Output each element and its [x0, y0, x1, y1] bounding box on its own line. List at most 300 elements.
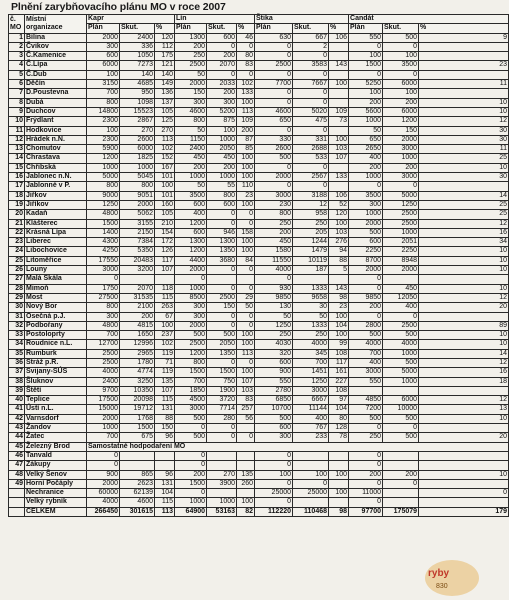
cell-mo-number: 21 — [9, 219, 25, 228]
cell-candat-pct: 10 — [419, 414, 509, 423]
cell-stika-plan: 4000 — [255, 266, 293, 275]
cell-kapr-pct: 100 — [155, 182, 175, 191]
header-lin-plan: Plán — [175, 24, 207, 33]
cell-stika-pct: 100 — [329, 489, 349, 498]
cell-mo-number: 20 — [9, 210, 25, 219]
cell-candat-skut — [383, 498, 419, 507]
cell-stika-plan: 0 — [255, 163, 293, 172]
cell-lin-skut: 2033 — [207, 80, 237, 89]
cell-candat-skut: 0 — [383, 424, 419, 433]
cell-stika-skut: 10119 — [293, 256, 329, 265]
cell-kapr-skut: 20098 — [120, 396, 155, 405]
cell-stika-skut: 2567 — [293, 173, 329, 182]
table-row — [9, 275, 509, 284]
cell-candat-plan: 200 — [349, 163, 383, 172]
cell-organization: Žatec — [25, 433, 87, 442]
cell-lin-pct: 0 — [237, 284, 255, 293]
cell-candat-pct — [419, 52, 509, 61]
cell-stika-plan: 450 — [255, 238, 293, 247]
table-row — [9, 349, 509, 358]
cell-stika-skut: 4000 — [293, 340, 329, 349]
cell-lin-plan: 4500 — [175, 396, 207, 405]
cell-stika-plan: 0 — [255, 498, 293, 507]
cell-mo-number: 26 — [9, 266, 25, 275]
cell-lin-plan: 1500 — [175, 479, 207, 488]
cell-candat-skut: 2000 — [383, 266, 419, 275]
cell-candat-plan: 2650 — [349, 145, 383, 154]
cell-mo-number: 34 — [9, 340, 25, 349]
cell-organization: Frýdlant — [25, 117, 87, 126]
header-stika-plan: Plán — [255, 24, 293, 33]
cell-stika-plan: 50 — [255, 312, 293, 321]
cell-stika-plan: 0 — [255, 182, 293, 191]
cell-kapr-skut: 2600 — [120, 135, 155, 144]
cell-stika-pct: 78 — [329, 433, 349, 442]
cell-stika-skut: 345 — [293, 349, 329, 358]
cell-candat-pct: 10 — [419, 266, 509, 275]
cell-candat-pct: 13 — [419, 405, 509, 414]
cell-kapr-skut: 7384 — [120, 238, 155, 247]
cell-candat-skut: 150 — [383, 126, 419, 135]
cell-lin-pct: 100 — [237, 331, 255, 340]
cell-lin-pct: 100 — [237, 340, 255, 349]
cell-kapr-pct: 160 — [155, 200, 175, 209]
cell-lin-skut: 2500 — [207, 293, 237, 302]
cell-candat-skut: 2500 — [383, 210, 419, 219]
cell-kapr-plan: 2400 — [87, 377, 120, 386]
cell-lin-plan: 500 — [175, 331, 207, 340]
cell-kapr-skut: 301615 — [120, 507, 155, 516]
cell-lin-pct: 85 — [237, 145, 255, 154]
cell-kapr-pct: 136 — [155, 89, 175, 98]
cell-organization: Klášterec — [25, 219, 87, 228]
cell-lin-plan: 800 — [175, 358, 207, 367]
cell-stika-skut: 0 — [293, 70, 329, 79]
cell-lin-plan: 2500 — [175, 340, 207, 349]
cell-stika-pct — [329, 70, 349, 79]
cell-kapr-plan: 4800 — [87, 321, 120, 330]
cell-stika-pct — [329, 182, 349, 191]
cell-stika-pct: 73 — [329, 117, 349, 126]
cell-candat-plan: 400 — [349, 358, 383, 367]
cell-lin-pct — [237, 451, 255, 460]
cell-kapr-skut: 5062 — [120, 210, 155, 219]
header-row-groups — [9, 15, 509, 24]
cell-kapr-skut: 1050 — [120, 52, 155, 61]
cell-stika-skut: 110468 — [293, 507, 329, 516]
cell-stika-pct — [329, 126, 349, 135]
cell-kapr-plan: 1250 — [87, 200, 120, 209]
cell-lin-skut: 450 — [207, 154, 237, 163]
cell-stika-skut: 0 — [293, 89, 329, 98]
cell-lin-skut: 500 — [207, 331, 237, 340]
cell-candat-plan: 1000 — [349, 117, 383, 126]
cell-lin-plan: 1300 — [175, 33, 207, 42]
cell-kapr-plan: 4800 — [87, 210, 120, 219]
cell-kapr-pct: 100 — [155, 321, 175, 330]
cell-candat-pct — [419, 386, 509, 395]
cell-stika-skut: 700 — [293, 358, 329, 367]
cell-candat-skut: 2500 — [383, 219, 419, 228]
cell-lin-plan: 1200 — [175, 219, 207, 228]
cell-candat-plan: 50 — [349, 126, 383, 135]
cell-organization: Dubá — [25, 98, 87, 107]
cell-stika-pct: 52 — [329, 200, 349, 209]
table-row — [9, 210, 509, 219]
cell-candat-pct — [419, 312, 509, 321]
cell-kapr-pct: 115 — [155, 498, 175, 507]
cell-stika-pct: 94 — [329, 247, 349, 256]
cell-stika-plan: 2500 — [255, 61, 293, 70]
table-row — [9, 52, 509, 61]
cell-lin-skut: 270 — [207, 470, 237, 479]
cell-candat-plan: 7200 — [349, 405, 383, 414]
cell-mo-number: 43 — [9, 424, 25, 433]
cell-candat-skut: 100 — [383, 89, 419, 98]
cell-organization: Krásná Lípa — [25, 228, 87, 237]
cell-kapr-pct: 96 — [155, 433, 175, 442]
cell-stika-skut: 0 — [293, 98, 329, 107]
cell-kapr-plan: 0 — [87, 461, 120, 470]
cell-lin-plan: 3000 — [175, 405, 207, 414]
cell-kapr-plan: 2000 — [87, 33, 120, 42]
cell-kapr-pct: 102 — [155, 145, 175, 154]
cell-mo-number: 9 — [9, 107, 25, 116]
cell-lin-pct — [237, 461, 255, 470]
cell-kapr-skut: 20483 — [120, 256, 155, 265]
cell-lin-pct: 109 — [237, 117, 255, 126]
cell-candat-skut: 0 — [383, 182, 419, 191]
cell-candat-pct: 10 — [419, 98, 509, 107]
cell-lin-plan: 0 — [175, 275, 207, 284]
cell-kapr-pct: 102 — [155, 340, 175, 349]
cell-organization: Šluknov — [25, 377, 87, 386]
cell-mo-number: 36 — [9, 358, 25, 367]
table-row — [9, 284, 509, 293]
cell-kapr-pct: 115 — [155, 293, 175, 302]
cell-stika-plan: 2600 — [255, 145, 293, 154]
cell-candat-pct: 9 — [419, 33, 509, 42]
cell-stika-plan: 500 — [255, 414, 293, 423]
cell-lin-plan: 150 — [175, 89, 207, 98]
cell-stika-plan: 0 — [255, 275, 293, 284]
cell-kapr-skut: 2150 — [120, 228, 155, 237]
cell-kapr-skut: 19712 — [120, 405, 155, 414]
cell-stika-pct — [329, 498, 349, 507]
cell-candat-plan: 1000 — [349, 173, 383, 182]
cell-kapr-plan: 17550 — [87, 256, 120, 265]
cell-lin-pct: 100 — [237, 163, 255, 172]
cell-stika-plan: 630 — [255, 33, 293, 42]
table-row — [9, 368, 509, 377]
table-row — [9, 163, 509, 172]
cell-candat-pct: 179 — [419, 507, 509, 516]
cell-lin-plan: 500 — [175, 433, 207, 442]
cell-mo-number: 16 — [9, 173, 25, 182]
cell-candat-plan: 100 — [349, 52, 383, 61]
cell-kapr-plan: 60000 — [87, 489, 120, 498]
cell-stika-plan: 25000 — [255, 489, 293, 498]
table-row — [9, 98, 509, 107]
cell-kapr-pct: 71 — [155, 358, 175, 367]
cell-stika-pct: 98 — [329, 293, 349, 302]
cell-lin-pct: 135 — [237, 470, 255, 479]
cell-stika-pct: 100 — [329, 331, 349, 340]
table-row — [9, 182, 509, 191]
cell-kapr-skut: 140 — [120, 70, 155, 79]
cell-mo-number: 35 — [9, 349, 25, 358]
cell-lin-plan: 2400 — [175, 145, 207, 154]
cell-lin-pct: 0 — [237, 321, 255, 330]
cell-lin-skut: 280 — [207, 414, 237, 423]
cell-kapr-plan: 2000 — [87, 414, 120, 423]
cell-lin-skut: 1900 — [207, 386, 237, 395]
cell-lin-plan: 300 — [175, 312, 207, 321]
cell-kapr-plan: 12700 — [87, 340, 120, 349]
cell-candat-pct: 14 — [419, 191, 509, 200]
cell-lin-skut: 0 — [207, 284, 237, 293]
cell-mo-number — [9, 498, 25, 507]
cell-stika-skut: 250 — [293, 331, 329, 340]
cell-kapr-pct: 67 — [155, 312, 175, 321]
cell-lin-pct: 0 — [237, 219, 255, 228]
cell-mo-number: 13 — [9, 145, 25, 154]
cell-mo-number — [9, 507, 25, 516]
cell-candat-plan: 97700 — [349, 507, 383, 516]
cell-stika-pct: 227 — [329, 377, 349, 386]
header-stika: Štika — [255, 15, 349, 24]
cell-stika-plan: 130 — [255, 303, 293, 312]
cell-stika-skut: 475 — [293, 117, 329, 126]
cell-stika-skut: 533 — [293, 154, 329, 163]
cell-kapr-skut: 5350 — [120, 247, 155, 256]
cell-lin-plan: 1150 — [175, 135, 207, 144]
cell-organization: D.Poustevna — [25, 89, 87, 98]
cell-stika-skut: 1479 — [293, 247, 329, 256]
cell-mo-number: 28 — [9, 284, 25, 293]
cell-lin-plan: 2000 — [175, 321, 207, 330]
header-organization: Místní organizace — [25, 15, 87, 34]
cell-candat-plan: 0 — [349, 312, 383, 321]
cell-stika-pct: 117 — [329, 358, 349, 367]
cell-lin-skut: 750 — [207, 377, 237, 386]
cell-mo-number: 4 — [9, 61, 25, 70]
cell-lin-pct: 100 — [237, 498, 255, 507]
cell-stika-plan: 112220 — [255, 507, 293, 516]
cell-candat-pct — [419, 70, 509, 79]
header-stika-pct: % — [329, 24, 349, 33]
cell-candat-plan: 4000 — [349, 340, 383, 349]
cell-kapr-skut: 2965 — [120, 349, 155, 358]
cell-kapr-plan: 1000 — [87, 424, 120, 433]
cell-lin-skut: 946 — [207, 228, 237, 237]
cell-organization: Hodkovice — [25, 126, 87, 135]
cell-stika-pct: 128 — [329, 424, 349, 433]
cell-stika-plan: 800 — [255, 210, 293, 219]
cell-kapr-plan: 2300 — [87, 135, 120, 144]
cell-candat-pct: 23 — [419, 61, 509, 70]
cell-stika-skut — [293, 461, 329, 470]
cell-kapr-skut: 1650 — [120, 331, 155, 340]
cell-stika-pct: 276 — [329, 238, 349, 247]
cell-lin-plan: 450 — [175, 154, 207, 163]
cell-kapr-pct: 120 — [155, 33, 175, 42]
table-row — [9, 424, 509, 433]
cell-candat-pct: 10 — [419, 340, 509, 349]
cell-lin-skut: 600 — [207, 200, 237, 209]
cell-lin-skut: 1000 — [207, 135, 237, 144]
cell-stika-plan: 9850 — [255, 293, 293, 302]
cell-candat-plan: 500 — [349, 228, 383, 237]
cell-lin-pct: 260 — [237, 479, 255, 488]
cell-candat-pct: 34 — [419, 238, 509, 247]
cell-stika-skut: 2 — [293, 42, 329, 51]
cell-stika-pct: 100 — [329, 470, 349, 479]
cell-stika-pct: 103 — [329, 145, 349, 154]
cell-kapr-pct: 154 — [155, 228, 175, 237]
cell-lin-plan: 300 — [175, 303, 207, 312]
cell-candat-skut: 0 — [383, 312, 419, 321]
cell-kapr-plan: 2500 — [87, 349, 120, 358]
table-row — [9, 80, 509, 89]
cell-stika-pct — [329, 89, 349, 98]
cell-kapr-skut: 4685 — [120, 80, 155, 89]
cell-kapr-plan: 700 — [87, 433, 120, 442]
cell-lin-plan: 200 — [175, 42, 207, 51]
cell-kapr-skut: 1768 — [120, 414, 155, 423]
cell-lin-pct: 103 — [237, 386, 255, 395]
cell-candat-plan: 650 — [349, 135, 383, 144]
cell-lin-skut: 200 — [207, 52, 237, 61]
cell-stika-skut: 9658 — [293, 293, 329, 302]
header-lin-skut: Skut. — [207, 24, 237, 33]
cell-lin-pct: 113 — [237, 349, 255, 358]
cell-kapr-skut: 1098 — [120, 98, 155, 107]
cell-mo-number: 8 — [9, 98, 25, 107]
cell-candat-pct: 10 — [419, 284, 509, 293]
cell-organization: Čvikov — [25, 42, 87, 51]
cell-kapr-skut: 7273 — [120, 61, 155, 70]
cell-kapr-plan: 1500 — [87, 219, 120, 228]
cell-lin-skut: 1300 — [207, 238, 237, 247]
cell-lin-pct: 0 — [237, 42, 255, 51]
cell-lin-plan: 400 — [175, 210, 207, 219]
cell-lin-plan: 1500 — [175, 368, 207, 377]
cell-lin-pct: 113 — [237, 107, 255, 116]
cell-kapr-pct: 113 — [155, 507, 175, 516]
cell-stika-skut — [293, 451, 329, 460]
cell-mo-number: 14 — [9, 154, 25, 163]
cell-lin-skut: 53163 — [207, 507, 237, 516]
cell-lin-pct: 50 — [237, 303, 255, 312]
cell-mo-number: 18 — [9, 191, 25, 200]
cell-lin-skut: 3680 — [207, 256, 237, 265]
cell-kapr-pct: 107 — [155, 386, 175, 395]
cell-candat-plan: 400 — [349, 154, 383, 163]
cell-stika-pct — [329, 479, 349, 488]
cell-stika-plan: 1580 — [255, 247, 293, 256]
cell-lin-skut: 0 — [207, 210, 237, 219]
table-row — [9, 331, 509, 340]
cell-candat-skut — [383, 451, 419, 460]
cell-candat-plan: 100 — [349, 89, 383, 98]
cell-lin-pct: 23 — [237, 191, 255, 200]
cell-candat-skut — [383, 489, 419, 498]
table-row — [9, 312, 509, 321]
cell-candat-skut: 2250 — [383, 247, 419, 256]
cell-kapr-plan: 100 — [87, 70, 120, 79]
cell-candat-pct — [419, 461, 509, 470]
cell-candat-pct — [419, 89, 509, 98]
table-row — [9, 247, 509, 256]
table-row — [9, 117, 509, 126]
cell-stika-pct: 80 — [329, 414, 349, 423]
cell-mo-number: 25 — [9, 256, 25, 265]
cell-stika-skut: 331 — [293, 135, 329, 144]
cell-stika-plan: 0 — [255, 98, 293, 107]
cell-mo-number: 39 — [9, 386, 25, 395]
cell-stika-pct — [329, 163, 349, 172]
cell-kapr-plan: 800 — [87, 98, 120, 107]
cell-lin-plan: 2000 — [175, 80, 207, 89]
cell-stika-skut: 400 — [293, 414, 329, 423]
cell-kapr-skut: 4774 — [120, 368, 155, 377]
cell-lin-skut: 0 — [207, 312, 237, 321]
header-stika-skut: Skut. — [293, 24, 329, 33]
cell-kapr-pct: 118 — [155, 284, 175, 293]
cell-stika-skut: 1333 — [293, 321, 329, 330]
cell-lin-skut: 2070 — [207, 61, 237, 70]
table-row — [9, 200, 509, 209]
cell-stika-skut — [293, 498, 329, 507]
cell-kapr-plan: 4000 — [87, 368, 120, 377]
cell-candat-skut: 1250 — [383, 200, 419, 209]
cell-kapr-pct: 125 — [155, 117, 175, 126]
cell-kapr-skut: 4600 — [120, 498, 155, 507]
cell-stika-pct: 106 — [329, 191, 349, 200]
cell-candat-skut: 8948 — [383, 256, 419, 265]
cell-candat-skut: 0 — [383, 479, 419, 488]
cell-kapr-pct: 210 — [155, 219, 175, 228]
cell-lin-skut: 1350 — [207, 247, 237, 256]
cell-lin-plan: 64900 — [175, 507, 207, 516]
cell-kapr-plan: 700 — [87, 89, 120, 98]
cell-kapr-plan: 266450 — [87, 507, 120, 516]
cell-lin-pct: 0 — [237, 433, 255, 442]
cell-lin-pct: 0 — [237, 358, 255, 367]
cell-kapr-skut: 3250 — [120, 377, 155, 386]
cell-stika-plan: 0 — [255, 461, 293, 470]
cell-kapr-plan: 2000 — [87, 479, 120, 488]
cell-kapr-plan: 300 — [87, 312, 120, 321]
cell-lin-pct: 83 — [237, 61, 255, 70]
cell-candat-plan: 0 — [349, 275, 383, 284]
cell-candat-skut: 3000 — [383, 173, 419, 182]
cell-kapr-plan: 15000 — [87, 405, 120, 414]
cell-stika-pct: 133 — [329, 173, 349, 182]
cell-lin-plan: 800 — [175, 117, 207, 126]
cell-lin-pct: 107 — [237, 377, 255, 386]
header-kapr-pct: % — [155, 24, 175, 33]
cell-mo-number: 24 — [9, 247, 25, 256]
cell-candat-pct: 10 — [419, 247, 509, 256]
cell-candat-skut: 400 — [383, 303, 419, 312]
cell-organization: Kadaň — [25, 210, 87, 219]
cell-lin-skut: 300 — [207, 98, 237, 107]
cell-candat-plan: 8700 — [349, 256, 383, 265]
table-row — [9, 498, 509, 507]
cell-stika-plan: 930 — [255, 284, 293, 293]
